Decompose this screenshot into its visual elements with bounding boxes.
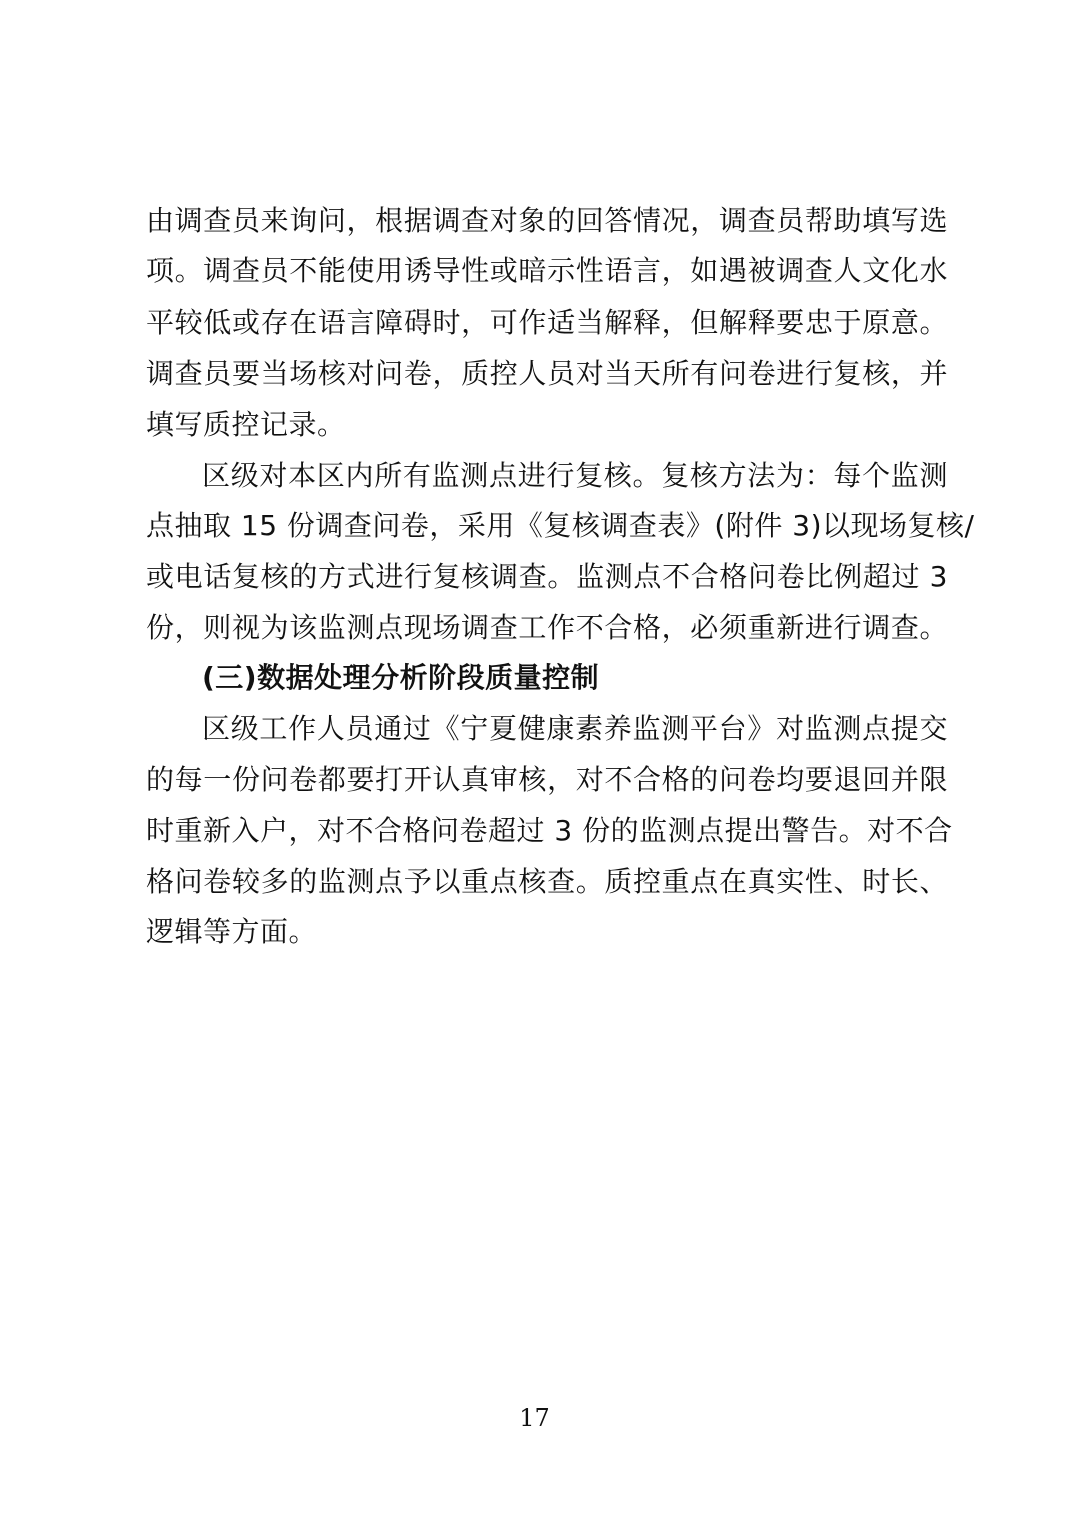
paragraph-line: 或电话复核的方式进行复核调查。监测点不合格问卷比例超过 3 (146, 560, 948, 593)
paragraph-line: 平较低或存在语言障碍时，可作适当解释，但解释要忠于原意。 (146, 306, 948, 339)
paragraph-line: 由调查员来询问，根据调查对象的回答情况，调查员帮助填写选 (146, 204, 948, 237)
section-heading: (三)数据处理分析阶段质量控制 (202, 661, 600, 694)
paragraph-line: 份，则视为该监测点现场调查工作不合格，必须重新进行调查。 (146, 611, 948, 644)
paragraph-line: 区级工作人员通过《宁夏健康素养监测平台》对监测点提交 (202, 712, 948, 745)
paragraph-line: 调查员要当场核对问卷，质控人员对当天所有问卷进行复核，并 (146, 357, 948, 390)
paragraph-line: 区级对本区内所有监测点进行复核。复核方法为：每个监测 (202, 459, 948, 492)
paragraph-line: 格问卷较多的监测点予以重点核查。质控重点在真实性、时长、 (146, 865, 948, 898)
paragraph-line: 填写质控记录。 (146, 408, 346, 441)
paragraph-line: 点抽取 15 份调查问卷，采用《复核调查表》(附件 3)以现场复核/ (146, 509, 975, 542)
page-number: 17 (519, 1404, 550, 1432)
paragraph-line: 项。调查员不能使用诱导性或暗示性语言，如遇被调查人文化水 (146, 254, 948, 287)
paragraph-line: 的每一份问卷都要打开认真审核，对不合格的问卷均要退回并限 (146, 763, 948, 796)
paragraph-line: 逻辑等方面。 (146, 915, 318, 948)
paragraph-line: 时重新入户，对不合格问卷超过 3 份的监测点提出警告。对不合 (146, 814, 953, 847)
